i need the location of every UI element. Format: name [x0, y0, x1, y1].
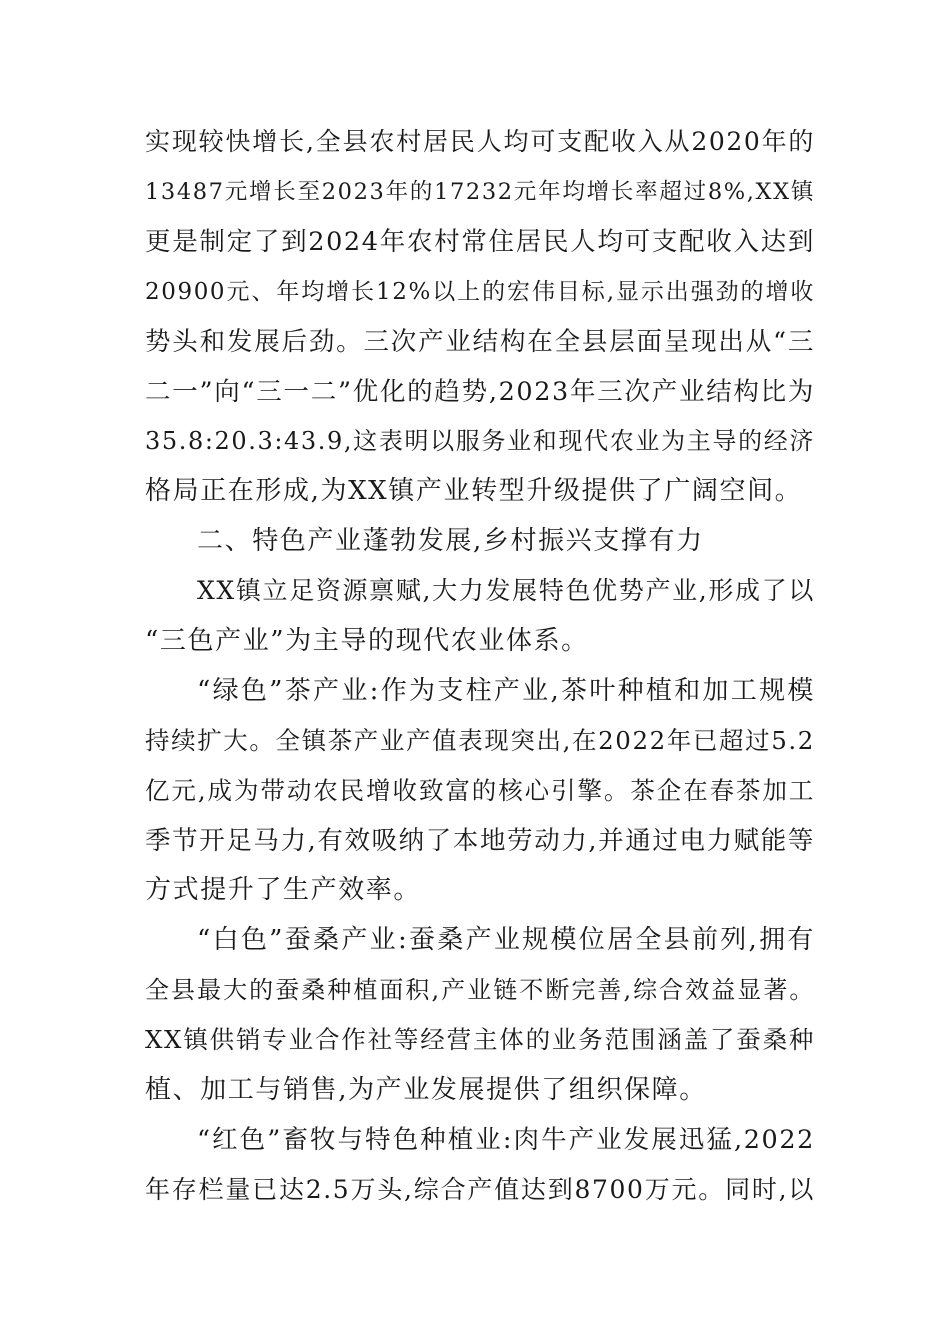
paragraph-line: 格局正在形成,为XX镇产业转型升级提供了广阔空间。 [145, 476, 803, 506]
paragraph-line: 亿元,成为带动农民增收致富的核心引擎。茶企在春茶加工 [145, 776, 815, 805]
paragraph-line: 实现较快增长,全县农村居民人均可支配收入从2020年的 [145, 127, 815, 156]
paragraph-line: 方式提升了生产效率。 [145, 875, 422, 905]
paragraph-line: “红色”畜牧与特色种植业:肉牛产业发展迅猛,2022 [197, 1125, 815, 1155]
paragraph-line: “白色”蚕桑产业:蚕桑产业规模位居全县前列,拥有 [197, 925, 815, 955]
paragraph-line: XX镇立足资源禀赋,大力发展特色优势产业,形成了以 [197, 576, 815, 605]
paragraph-line: 势头和发展后劲。三次产业结构在全县层面呈现出从“三 [145, 327, 815, 357]
paragraph-line: 35.8:20.3:43.9,这表明以服务业和现代农业为主导的经济 [145, 427, 815, 455]
paragraph-line: 二一”向“三一二”优化的趋势,2023年三次产业结构比为 [145, 377, 815, 407]
paragraph-line: 更是制定了到2024年农村常住居民人均可支配收入达到 [145, 227, 815, 257]
paragraph-line: 13487元增长至2023年的17232元年均增长率超过8%,XX镇 [145, 179, 815, 205]
paragraph-line: “绿色”茶产业:作为支柱产业,茶叶种植和加工规模 [197, 676, 815, 706]
paragraph-line: 持续扩大。全镇茶产业产值表现突出,在2022年已超过5.2 [145, 726, 815, 755]
paragraph-line: 全县最大的蚕桑种植面积,产业链不断完善,综合效益显著。 [145, 976, 815, 1004]
paragraph-line: XX镇供销专业合作社等经营主体的业务范围涵盖了蚕桑种 [145, 1025, 815, 1054]
paragraph-line: 20900元、年均增长12%以上的宏伟目标,显示出强劲的增收 [145, 279, 815, 305]
paragraph-line: 植、加工与销售,为产业发展提供了组织保障。 [145, 1075, 707, 1105]
section-heading: 二、特色产业蓬勃发展,乡村振兴支撑有力 [197, 526, 704, 556]
paragraph-line: 年存栏量已达2.5万头,综合产值达到8700万元。同时,以 [145, 1175, 815, 1204]
paragraph-line: 季节开足马力,有效吸纳了本地劳动力,并通过电力赋能等 [145, 826, 815, 856]
paragraph-line: “三色产业”为主导的现代农业体系。 [145, 626, 589, 656]
